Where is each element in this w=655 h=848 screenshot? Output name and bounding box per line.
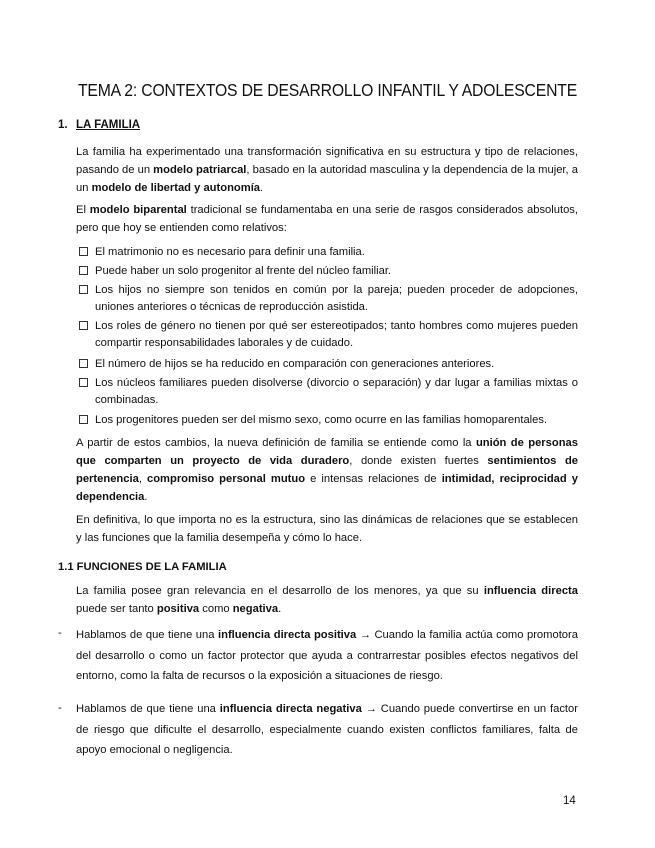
text-run: , basado en la autoridad masculina y la dependencia de la mujer, a un	[76, 164, 578, 194]
text-run: tradicional se fundamentaba en una serie de rasgos considerados absolutos, pero que hoy se entienden como relativos:	[76, 204, 578, 234]
text-run: .	[278, 603, 282, 615]
text-run: La familia posee gran relevancia en el desarrollo de los menores, ya que su	[76, 585, 484, 597]
text-run: Hablamos de que tiene una	[76, 703, 220, 715]
checklist-item	[79, 263, 578, 280]
checklist-item	[79, 412, 578, 429]
checkbox-icon	[79, 285, 88, 294]
bold-run: influencia directa	[483, 585, 578, 597]
checklist-item	[79, 244, 578, 261]
checkbox-icon	[79, 378, 88, 387]
bold-run: modelo patriarcal	[153, 164, 247, 176]
subsection-heading-funciones: 1.1 FUNCIONES DE LA FAMILIA	[58, 561, 227, 573]
text-run: Hablamos de que tiene una	[76, 629, 218, 641]
checklist-item	[79, 375, 578, 409]
checkbox-icon	[79, 247, 88, 256]
checklist-item-text: Puede haber un solo progenitor al frente del núcleo familiar.	[95, 265, 392, 277]
checklist-item	[79, 356, 578, 373]
paragraph-conclusion: En definitiva, lo que importa no es la estructura, sino las dinámicas de relaciones que se establecen y las funciones que la familia desempeña y cómo lo hace.	[76, 514, 578, 544]
checkbox-icon	[79, 359, 88, 368]
bold-run: intimidad, reciprocidad y dependencia	[76, 473, 579, 503]
text-run: puede ser tanto	[76, 603, 157, 615]
bullet-dash: -	[58, 702, 62, 714]
bold-run: modelo de libertad y autonomía	[91, 182, 261, 194]
text-run: → Cuando puede convertirse en un factor de riesgo que dificulte el desarrollo, especialmente cuando existen conflictos familiares, falta de apoyo emocional o negligencia.	[76, 703, 578, 756]
page-number: 14	[563, 795, 576, 807]
checkbox-icon	[79, 415, 88, 424]
text-run: como	[199, 603, 233, 615]
bold-run: influencia directa positiva	[218, 629, 357, 641]
text-run: .	[260, 182, 264, 194]
checkbox-icon	[79, 321, 88, 330]
bold-run: positiva	[156, 603, 200, 615]
text-run: A partir de estos cambios, la nueva definición de familia se entiende como la	[76, 437, 476, 449]
checklist-item-text: El matrimonio no es necesario para definir una familia.	[95, 246, 365, 258]
section-label: LA FAMILIA	[76, 119, 141, 131]
paragraph-new-definition	[76, 434, 578, 506]
paragraph-family-transformation	[76, 143, 578, 197]
text-run: e intensas relaciones de	[305, 473, 442, 485]
checklist-item	[79, 282, 578, 316]
bold-run: influencia directa negativa	[219, 703, 362, 715]
bold-run: modelo biparental	[89, 204, 187, 216]
text-run: , donde existen fuertes	[349, 455, 488, 467]
text-run: ,	[138, 473, 147, 485]
checklist-item-text: El número de hijos se ha reducido en comparación con generaciones anteriores.	[95, 358, 495, 370]
page-title: TEMA 2: CONTEXTOS DE DESARROLLO INFANTIL Y ADOLESCENTE	[77, 80, 578, 100]
checklist-item-text: Los hijos no siempre son tenidos en común por la pareja; pueden proceder de adopciones, uniones anteriores o técnicas de reproducción asistida.	[95, 284, 578, 313]
text-run: .	[144, 491, 148, 503]
bold-run: compromiso personal mutuo	[146, 473, 306, 485]
checklist-item-text: Los roles de género no tienen por qué ser estereotipados; tanto hombres como mujeres pueden compartir responsabilidades laborales y de cuidado.	[95, 320, 578, 349]
checklist-item	[79, 318, 578, 352]
text-run: La familia ha experimentado una transformación significativa en su estructura y tipo de relaciones, pasando de un	[76, 146, 578, 176]
section-number: 1.	[58, 119, 68, 131]
text-run: El	[76, 204, 90, 216]
checkbox-icon	[79, 266, 88, 275]
bullet-positive-influence	[76, 625, 578, 687]
paragraph-biparental-model	[76, 201, 578, 237]
checklist-item-text: Los progenitores pueden ser del mismo sexo, como ocurre en las familias homoparentales.	[95, 414, 548, 426]
text-run: → Cuando la familia actúa como promotora del desarrollo o como un factor protector que ayuda a contrarrestar posibles efectos negativos del entorno, como la falta de recursos o la exposición a situaciones de riesgo.	[76, 629, 578, 682]
paragraph-influence	[76, 582, 578, 618]
bold-run: unión de personas que comparten un proyecto de vida duradero	[76, 437, 578, 467]
bold-run: negativa	[232, 603, 279, 615]
bullet-negative-influence	[76, 699, 578, 761]
checklist-item-text: Los núcleos familiares pueden disolverse (divorcio o separación) y dar lugar a familias mixtas o combinadas.	[95, 377, 578, 406]
section-heading-la-familia	[58, 119, 140, 131]
bullet-dash: -	[58, 627, 62, 639]
bold-run: sentimientos de pertenencia	[76, 455, 579, 485]
